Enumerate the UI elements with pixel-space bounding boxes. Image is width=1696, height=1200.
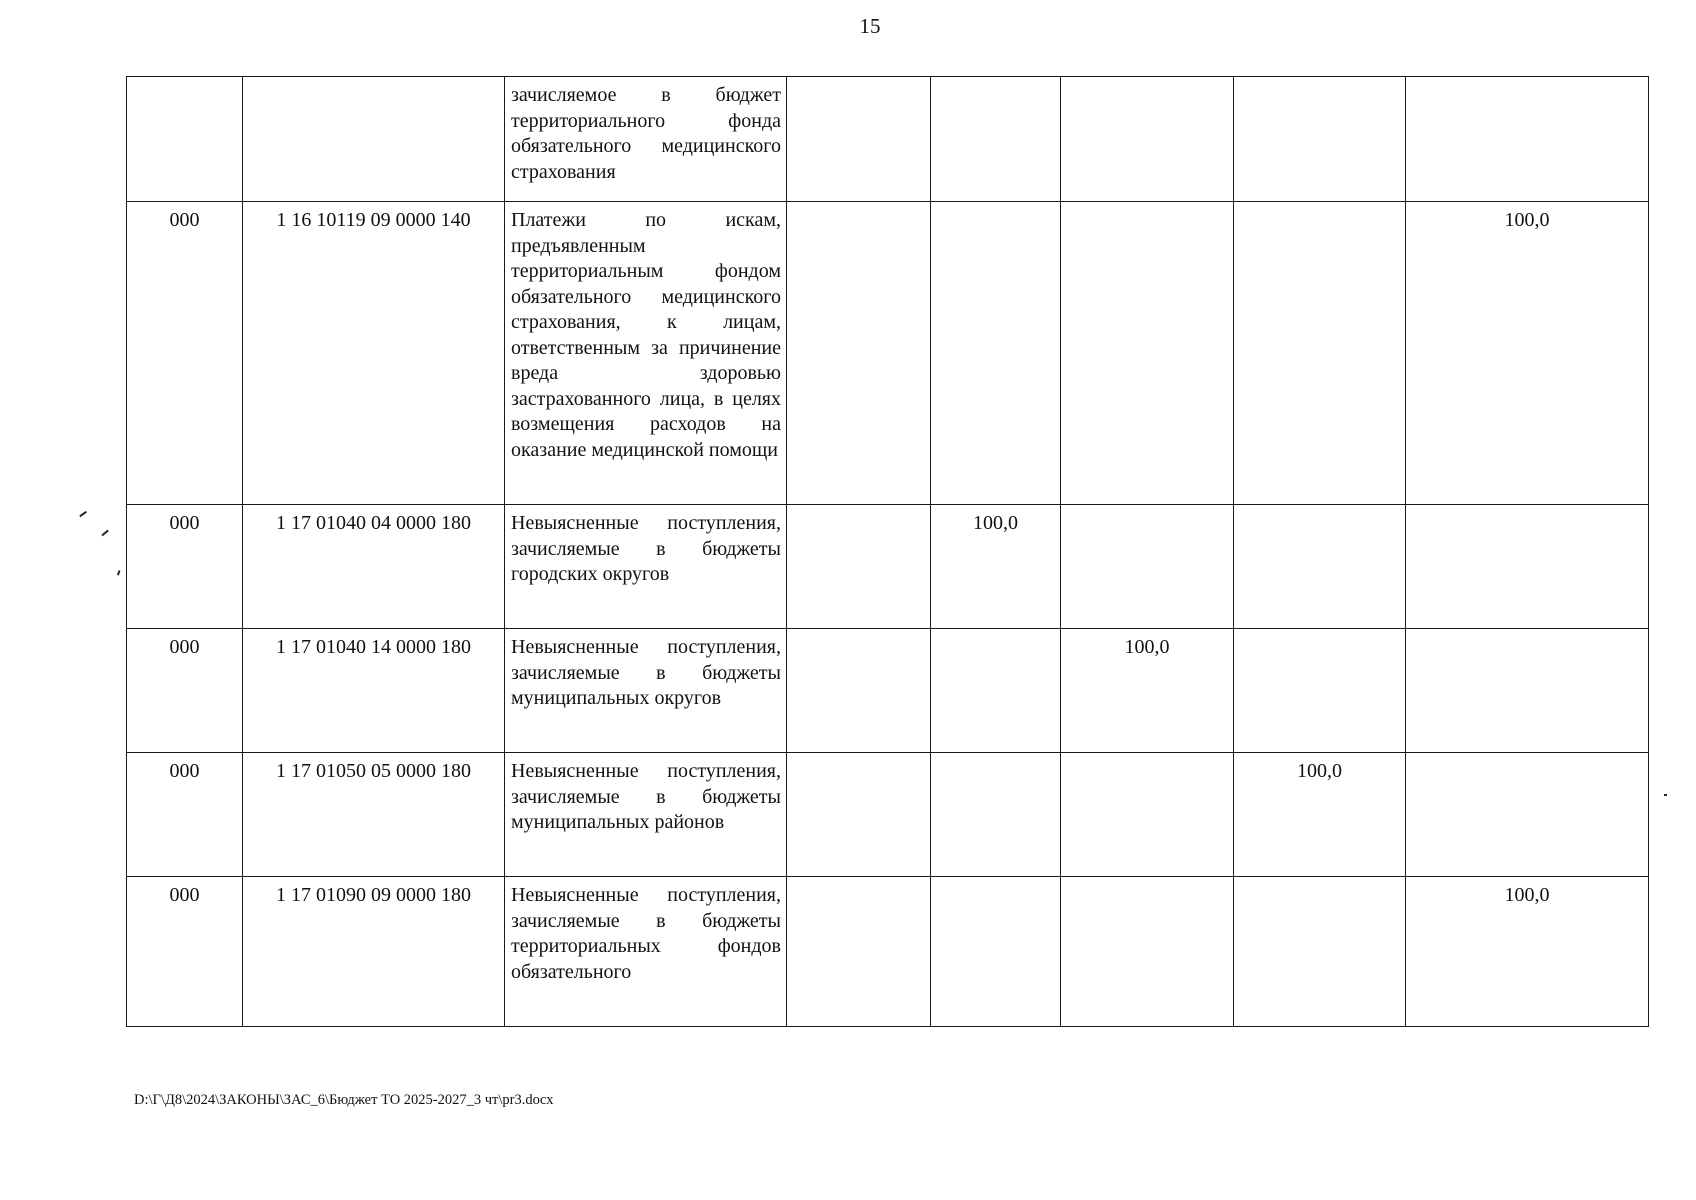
budget-code-cell: 1 17 01040 14 0000 180 <box>243 629 505 753</box>
amount-cell <box>787 753 931 877</box>
amount-cell <box>1234 629 1406 753</box>
amount-cell <box>787 77 931 202</box>
amount-cell <box>787 202 931 505</box>
amount-cell: 100,0 <box>1234 753 1406 877</box>
admin-code-cell: 000 <box>127 505 243 629</box>
table-row <box>127 77 1649 202</box>
amount-cell <box>931 202 1061 505</box>
admin-code-cell: 000 <box>127 629 243 753</box>
amount-cell <box>1234 77 1406 202</box>
amount-cell: 100,0 <box>931 505 1061 629</box>
amount-cell: 100,0 <box>1061 629 1234 753</box>
amount-cell <box>931 877 1061 1027</box>
admin-code-cell <box>127 77 243 202</box>
margin-mark <box>79 511 86 517</box>
table-body <box>127 77 1649 1027</box>
revenue-name-cell: зачисляемое в бюджет территориального фонда обязательного медицинского страхования <box>505 77 787 202</box>
amount-cell <box>931 753 1061 877</box>
budget-code-cell: 1 17 01090 09 0000 180 <box>243 877 505 1027</box>
table-row <box>127 505 1649 629</box>
amount-cell <box>1406 753 1649 877</box>
table-row <box>127 629 1649 753</box>
revenue-name-cell: Невыясненные поступления, зачисляемые в бюджеты муниципальных районов <box>505 753 787 877</box>
amount-cell <box>787 505 931 629</box>
amount-cell <box>1406 77 1649 202</box>
budget-code-cell: 1 17 01050 05 0000 180 <box>243 753 505 877</box>
admin-code-cell: 000 <box>127 202 243 505</box>
amount-cell <box>1061 877 1234 1027</box>
margin-mark <box>1664 794 1667 796</box>
revenue-name-cell: Невыясненные поступления, зачисляемые в бюджеты территориальных фондов обязательного <box>505 877 787 1027</box>
amount-cell <box>1061 753 1234 877</box>
amount-cell <box>1061 77 1234 202</box>
amount-cell <box>787 629 931 753</box>
amount-cell <box>1234 202 1406 505</box>
budget-code-cell: 1 16 10119 09 0000 140 <box>243 202 505 505</box>
amount-cell <box>1061 505 1234 629</box>
margin-mark <box>101 530 108 536</box>
table-row <box>127 877 1649 1027</box>
amount-cell: 100,0 <box>1406 877 1649 1027</box>
budget-code-cell: 1 17 01040 04 0000 180 <box>243 505 505 629</box>
amount-cell <box>1234 505 1406 629</box>
amount-cell: 100,0 <box>1406 202 1649 505</box>
budget-code-cell <box>243 77 505 202</box>
admin-code-cell: 000 <box>127 877 243 1027</box>
revenue-name-cell: Платежи по искам, предъявленным территориальным фондом обязательного медицинского страхования, к лицам, ответственным за причинение вреда здоровью застрахованного лица, в целях возмещения расходов на оказание медицинской помощи <box>505 202 787 505</box>
document-file-path: D:\Г\Д8\2024\ЗАКОНЫ\ЗАС_6\Бюджет ТО 2025-2027_3 чт\pr3.docx <box>134 1092 554 1108</box>
table-row <box>127 202 1649 505</box>
amount-cell <box>1234 877 1406 1027</box>
revenue-name-cell: Невыясненные поступления, зачисляемые в бюджеты городских округов <box>505 505 787 629</box>
amount-cell <box>931 629 1061 753</box>
amount-cell <box>1406 629 1649 753</box>
table-row <box>127 753 1649 877</box>
amount-cell <box>1406 505 1649 629</box>
amount-cell <box>931 77 1061 202</box>
amount-cell <box>787 877 931 1027</box>
amount-cell <box>1061 202 1234 505</box>
page-number: 15 <box>859 14 881 38</box>
budget-revenue-table <box>126 76 1649 1027</box>
margin-mark <box>117 570 120 575</box>
admin-code-cell: 000 <box>127 753 243 877</box>
revenue-name-cell: Невыясненные поступления, зачисляемые в бюджеты муниципальных округов <box>505 629 787 753</box>
